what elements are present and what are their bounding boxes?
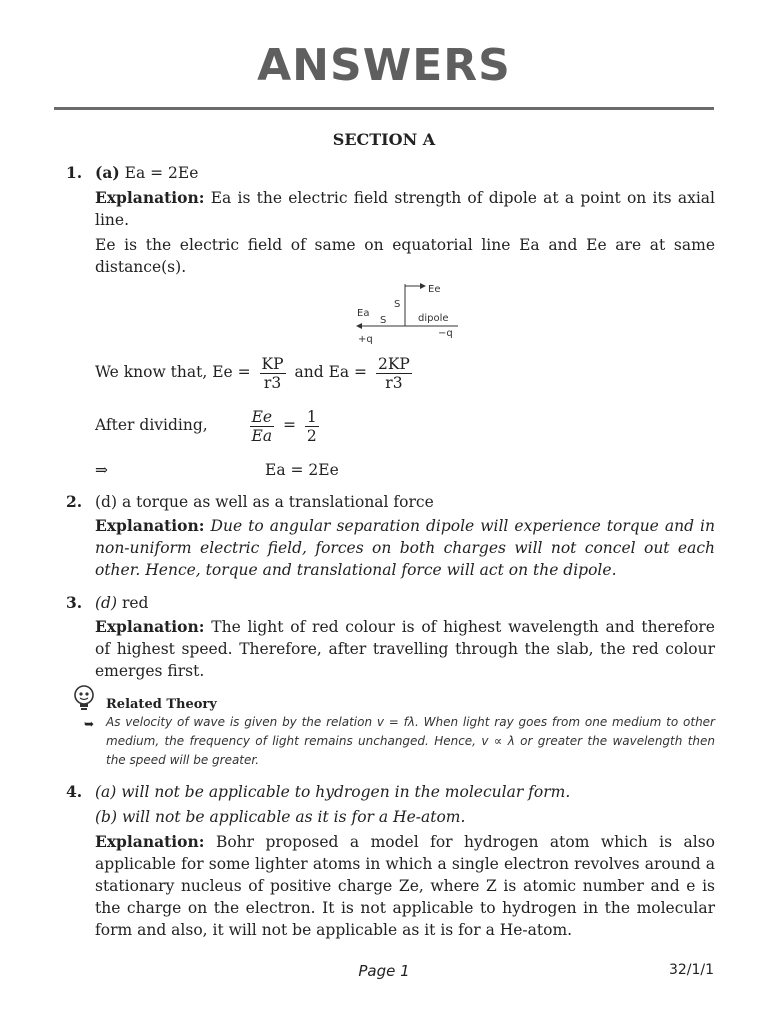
- page-number: Page 1: [358, 962, 410, 980]
- q4-explanation: Explanation: Bohr proposed a model for hydrogen atom which is also applicable for some lighter atoms in which a single electron revolves around a stationary nucleus of positive charge Ze, where Z is atomic number and e is the charge on the electron. It is not applicable to hydrogen in the molecular form and also, it will not be applicable as it is for a He-atom.: [95, 832, 715, 939]
- q1-result: Ea = 2Ee: [265, 461, 339, 479]
- arrow-bullet-icon: ➥: [84, 717, 95, 731]
- page-title: ANSWERS: [257, 40, 511, 91]
- q1-explanation-1: Explanation: Ea is the electric field strength of dipole at a point on its axial line.: [95, 188, 715, 229]
- bulb-icon: [71, 684, 97, 714]
- q4-answer-b: (b) will not be applicable as it is for a He-atom.: [95, 808, 466, 826]
- frac-2kp: $\frac{2KP}{r3}$: [377, 354, 410, 392]
- q1-formula: We know that, Ee = $\frac{KP}{r3}$ and Ea = $\frac{2KP}{r3}$: [95, 354, 410, 392]
- q1-dividing: After dividing, $\frac{Ee}{Ea}$ = $\frac{1}{2}$: [95, 407, 317, 445]
- label-s2: S: [380, 315, 387, 326]
- q4-number: 4.: [66, 782, 83, 801]
- label-ee: Ee: [428, 284, 441, 295]
- q3-number: 3.: [66, 593, 83, 612]
- q3-answer: (d) red: [95, 594, 149, 612]
- label-minus-q: −q: [438, 328, 453, 339]
- ee-arrow-head: [420, 283, 426, 289]
- dipole-diagram: [340, 280, 470, 348]
- q4-answer-a: (a) will not be applicable to hydrogen in the molecular form.: [95, 783, 571, 801]
- q3-explanation: Explanation: The light of red colour is of highest wavelength and therefore of highest speed. Therefore, after travelling through the slab, the red colour emerges first.: [95, 617, 715, 680]
- q2-answer: (d) a torque as well as a translational force: [95, 493, 434, 511]
- ea-arrow-head: [356, 323, 362, 329]
- q1-implies: ⇒: [95, 461, 108, 479]
- q1-number: 1.: [66, 163, 83, 182]
- q1-answer: (a) Ea = 2Ee: [95, 163, 199, 182]
- label-ea: Ea: [357, 308, 370, 319]
- frac-half: $\frac{1}{2}$: [306, 407, 317, 445]
- related-theory-text: As velocity of wave is given by the relation v = fλ. When light ray goes from one medium to other medium, the frequency of light remains unchanged. Hence, v ∝ λ or greater the wavelength then the speed will be greater.: [106, 715, 715, 767]
- title-rule: [54, 107, 714, 110]
- frac-kp: $\frac{KP}{r3}$: [261, 354, 284, 392]
- section-heading: SECTION A: [332, 130, 436, 149]
- related-theory-title: Related Theory: [106, 697, 217, 712]
- label-plus-q: +q: [358, 334, 373, 345]
- label-s1: S: [394, 299, 401, 310]
- q2-explanation: Explanation: Due to angular separation dipole will experience torque and in non-uniform electric field, forces on both charges will not concel out each other. Hence, torque and translational force will act on the dipole.: [95, 516, 715, 579]
- label-dipole: dipole: [418, 313, 449, 324]
- q2-number: 2.: [66, 492, 83, 511]
- q1-explanation-2: Ee is the electric field of same on equatorial line Ea and Ee are at same distance(s).: [95, 236, 715, 276]
- frac-ee-ea: $\frac{Ee}{Ea}$: [251, 407, 273, 445]
- paper-code: 32/1/1: [668, 962, 714, 978]
